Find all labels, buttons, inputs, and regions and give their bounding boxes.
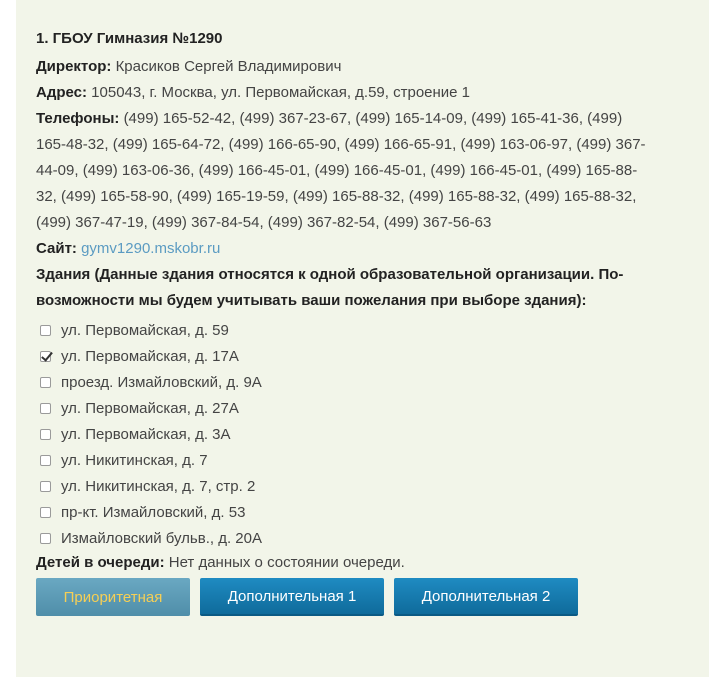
building-label: ул. Первомайская, д. 17А bbox=[61, 347, 239, 365]
building-item[interactable] bbox=[36, 421, 709, 447]
building-item[interactable] bbox=[36, 447, 709, 473]
building-item[interactable] bbox=[36, 317, 709, 343]
address-row bbox=[36, 80, 709, 106]
building-label: пр-кт. Измайловский, д. 53 bbox=[61, 503, 246, 521]
director-value: Красиков Сергей Владимирович bbox=[115, 58, 342, 75]
director-row bbox=[36, 54, 709, 80]
director-label: Директор: bbox=[36, 58, 112, 75]
site-row bbox=[36, 236, 709, 262]
priority-button[interactable]: Приоритетная bbox=[36, 578, 190, 616]
building-item[interactable] bbox=[36, 369, 709, 395]
building-label: ул. Никитинская, д. 7, стр. 2 bbox=[61, 477, 256, 495]
building-checkbox[interactable] bbox=[40, 429, 51, 440]
building-item[interactable] bbox=[36, 499, 709, 525]
additional-2-button[interactable]: Дополнительная 2 bbox=[394, 578, 578, 616]
phones-value: (499) 165-52-42, (499) 367-23-67, (499) 165-14-09, (499) 165-41-36, (499) 165-48-32, (499) 165-64-72, (499) 166-65-90, (499) 166-65-91, (499) 163-06-97, (499) 367-44-09, (499) 163-06-36, (499) 166-45-01, (499) 166-45-01, (499) 166-45-01, (499) 165-88-32, (499) 165-58-90, (499) 165-19-59, (499) 165-88-32, (499) 165-88-32, (499) 165-88-32, (499) 367-47-19, (499) 367-84-54, (499) 367-82-54, (499) 367-56-63 bbox=[36, 110, 646, 231]
phones-row bbox=[36, 106, 656, 236]
site-link[interactable]: gymv1290.mskobr.ru bbox=[81, 240, 221, 257]
building-label: проезд. Измайловский, д. 9А bbox=[61, 373, 262, 391]
building-label: ул. Первомайская, д. 59 bbox=[61, 321, 229, 339]
building-checkbox[interactable] bbox=[40, 507, 51, 518]
building-checkbox[interactable] bbox=[40, 351, 51, 362]
building-checkbox[interactable] bbox=[40, 325, 51, 336]
building-checkbox[interactable] bbox=[40, 403, 51, 414]
address-value: 105043, г. Москва, ул. Первомайская, д.59, строение 1 bbox=[91, 84, 471, 101]
building-label: Измайловский бульв., д. 20А bbox=[61, 529, 262, 547]
school-card bbox=[16, 0, 709, 677]
building-checkbox[interactable] bbox=[40, 481, 51, 492]
queue-row bbox=[36, 553, 709, 573]
phones-label: Телефоны: bbox=[36, 110, 120, 127]
building-item[interactable] bbox=[36, 395, 709, 421]
site-label: Сайт: bbox=[36, 240, 77, 257]
building-label: ул. Первомайская, д. 27А bbox=[61, 399, 239, 417]
building-checkbox[interactable] bbox=[40, 533, 51, 544]
additional-1-button[interactable]: Дополнительная 1 bbox=[200, 578, 384, 616]
building-item[interactable] bbox=[36, 473, 709, 499]
queue-value: Нет данных о состоянии очереди. bbox=[168, 554, 405, 571]
buildings-heading: Здания (Данные здания относятся к одной образовательной организации. По-возможности мы будем учитывать ваши пожелания при выборе здания): bbox=[36, 266, 624, 309]
school-title: 1. ГБОУ Гимназия №1290 bbox=[36, 30, 223, 47]
address-label: Адрес: bbox=[36, 84, 87, 101]
building-item[interactable] bbox=[36, 525, 709, 551]
priority-buttons bbox=[36, 578, 709, 616]
buildings-list bbox=[36, 317, 709, 551]
building-checkbox[interactable] bbox=[40, 455, 51, 466]
queue-label: Детей в очереди: bbox=[36, 554, 165, 571]
building-label: ул. Никитинская, д. 7 bbox=[61, 451, 208, 469]
building-label: ул. Первомайская, д. 3А bbox=[61, 425, 231, 443]
building-checkbox[interactable] bbox=[40, 377, 51, 388]
building-item[interactable] bbox=[36, 343, 709, 369]
